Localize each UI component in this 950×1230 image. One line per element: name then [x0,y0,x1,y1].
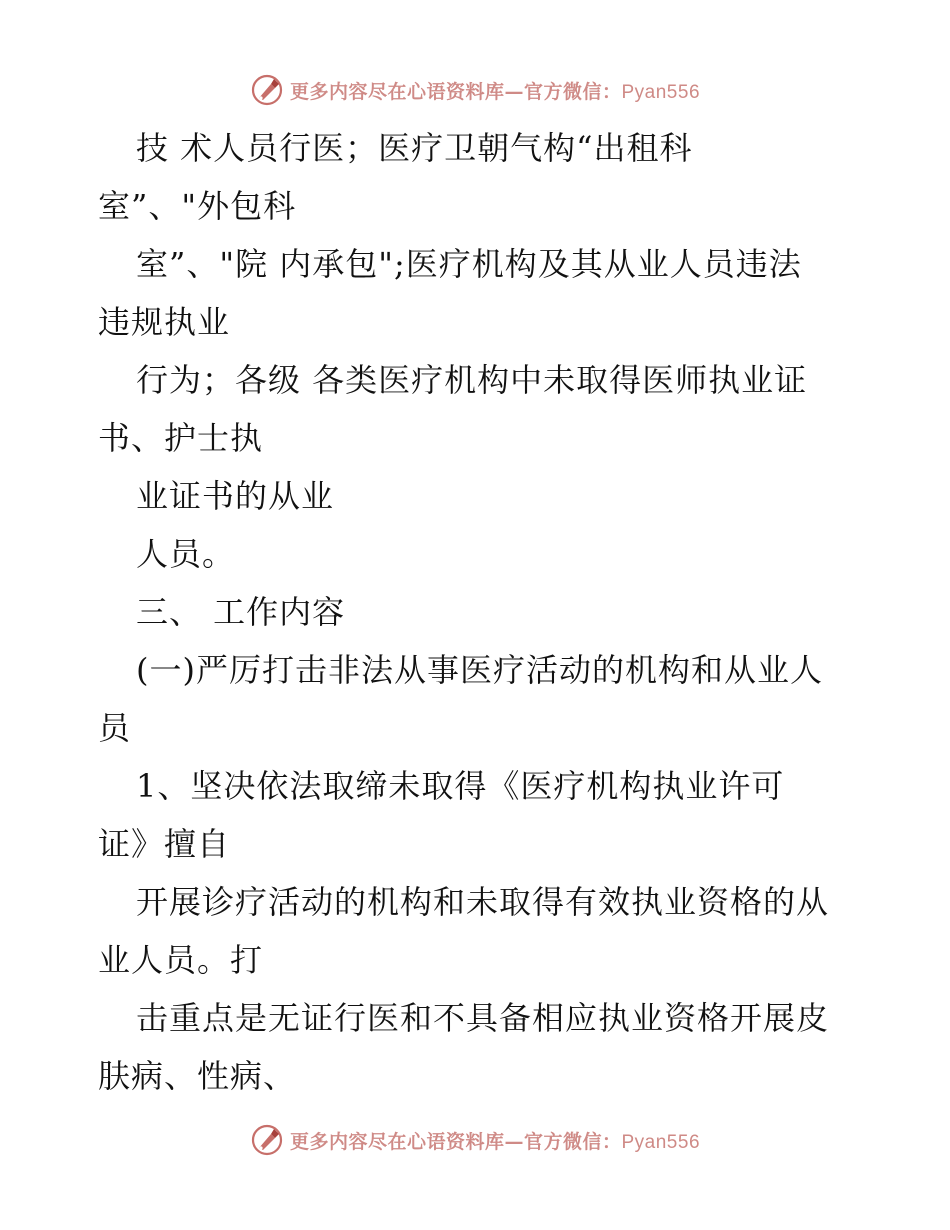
body-line: 1、坚决依法取缔未取得《医疗机构执业许可 [136,767,785,805]
body-line: 行为；各级 各类医疗机构中未取得医师执业证 [136,361,808,399]
body-line: 室”、"院 内承包";医疗机构及其从业人员违法 [136,245,802,283]
header-watermark [0,70,950,110]
watermark-text: 更多内容尽在心语资料库—官方微信：Pyan556 [289,1130,701,1153]
body-line: 业人员。打 [98,941,264,979]
footer-watermark [0,1120,950,1160]
body-line: 室”、"外包科 [98,187,297,225]
pen-nib-logo-icon [250,73,284,107]
watermark-text: 更多内容尽在心语资料库—官方微信：Pyan556 [289,80,701,103]
body-line: 技 术人员行医；医疗卫朝气构“出租科 [136,129,693,167]
body-line: 书、护士执 [98,419,264,457]
pen-nib-logo-icon [250,1123,284,1157]
body-line: 开展诊疗活动的机构和未取得有效执业资格的从 [136,883,830,921]
body-line: 员 [98,709,132,747]
body-line: 业证书的从业 [136,477,335,515]
section-heading: 三、 工作内容 [136,593,346,631]
body-line: 证》擅自 [98,825,231,863]
body-line: 人员。 [136,535,236,573]
body-line: 违规执业 [98,303,231,341]
body-line: 击重点是无证行医和不具备相应执业资格开展皮 [136,999,830,1037]
body-line: 肤病、性病、 [98,1057,297,1095]
subsection-heading: (一)严厉打击非法从事医疗活动的机构和从业人 [136,651,823,689]
